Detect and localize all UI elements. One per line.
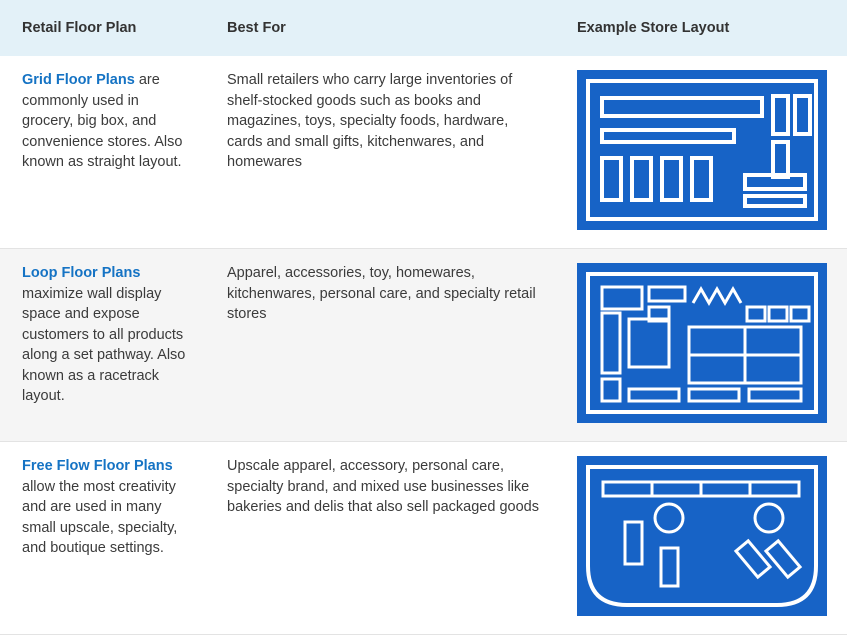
best-for-cell: Upscale apparel, accessory, personal care, specialty brand, and mixed use businesses like bakeries and delis that also sell packaged goods [205, 442, 555, 635]
plan-description: are commonly used in grocery, big box, and convenience stores. Also known as straight layout. [22, 72, 183, 171]
grid-floor-plan-diagram [577, 70, 827, 230]
loop-floor-plan-diagram [577, 263, 827, 423]
plan-description-cell [0, 249, 205, 442]
example-layout-cell [555, 56, 847, 249]
example-layout-cell [555, 249, 847, 442]
best-for-cell: Small retailers who carry large inventories of shelf-stocked goods such as books and magazines, toys, specialty foods, hardware, cards and small gifts, kitchenwares, and homewares [205, 56, 555, 249]
plan-description-cell [0, 56, 205, 249]
plan-description: allow the most creativity and are used in many small upscale, specialty, and boutique settings. [22, 478, 178, 557]
plan-title: Loop Floor Plans [22, 265, 141, 281]
table-row [0, 249, 847, 442]
table-header-row [0, 0, 847, 56]
plan-title: Free Flow Floor Plans [22, 458, 173, 474]
column-header-best-for: Best For [205, 0, 555, 56]
example-layout-cell [555, 442, 847, 635]
free-flow-floor-plan-diagram [577, 456, 827, 616]
best-for-cell: Apparel, accessories, toy, homewares, kitchenwares, personal care, and specialty retail stores [205, 249, 555, 442]
column-header-example-store-layout: Example Store Layout [555, 0, 847, 56]
plan-description-cell [0, 442, 205, 635]
plan-title: Grid Floor Plans [22, 72, 135, 88]
column-header-retail-floor-plan: Retail Floor Plan [0, 0, 205, 56]
table-row [0, 56, 847, 249]
plan-description: maximize wall display space and expose customers to all products along a set pathway. Also known as a racetrack layout. [22, 285, 186, 405]
table-row [0, 442, 847, 635]
